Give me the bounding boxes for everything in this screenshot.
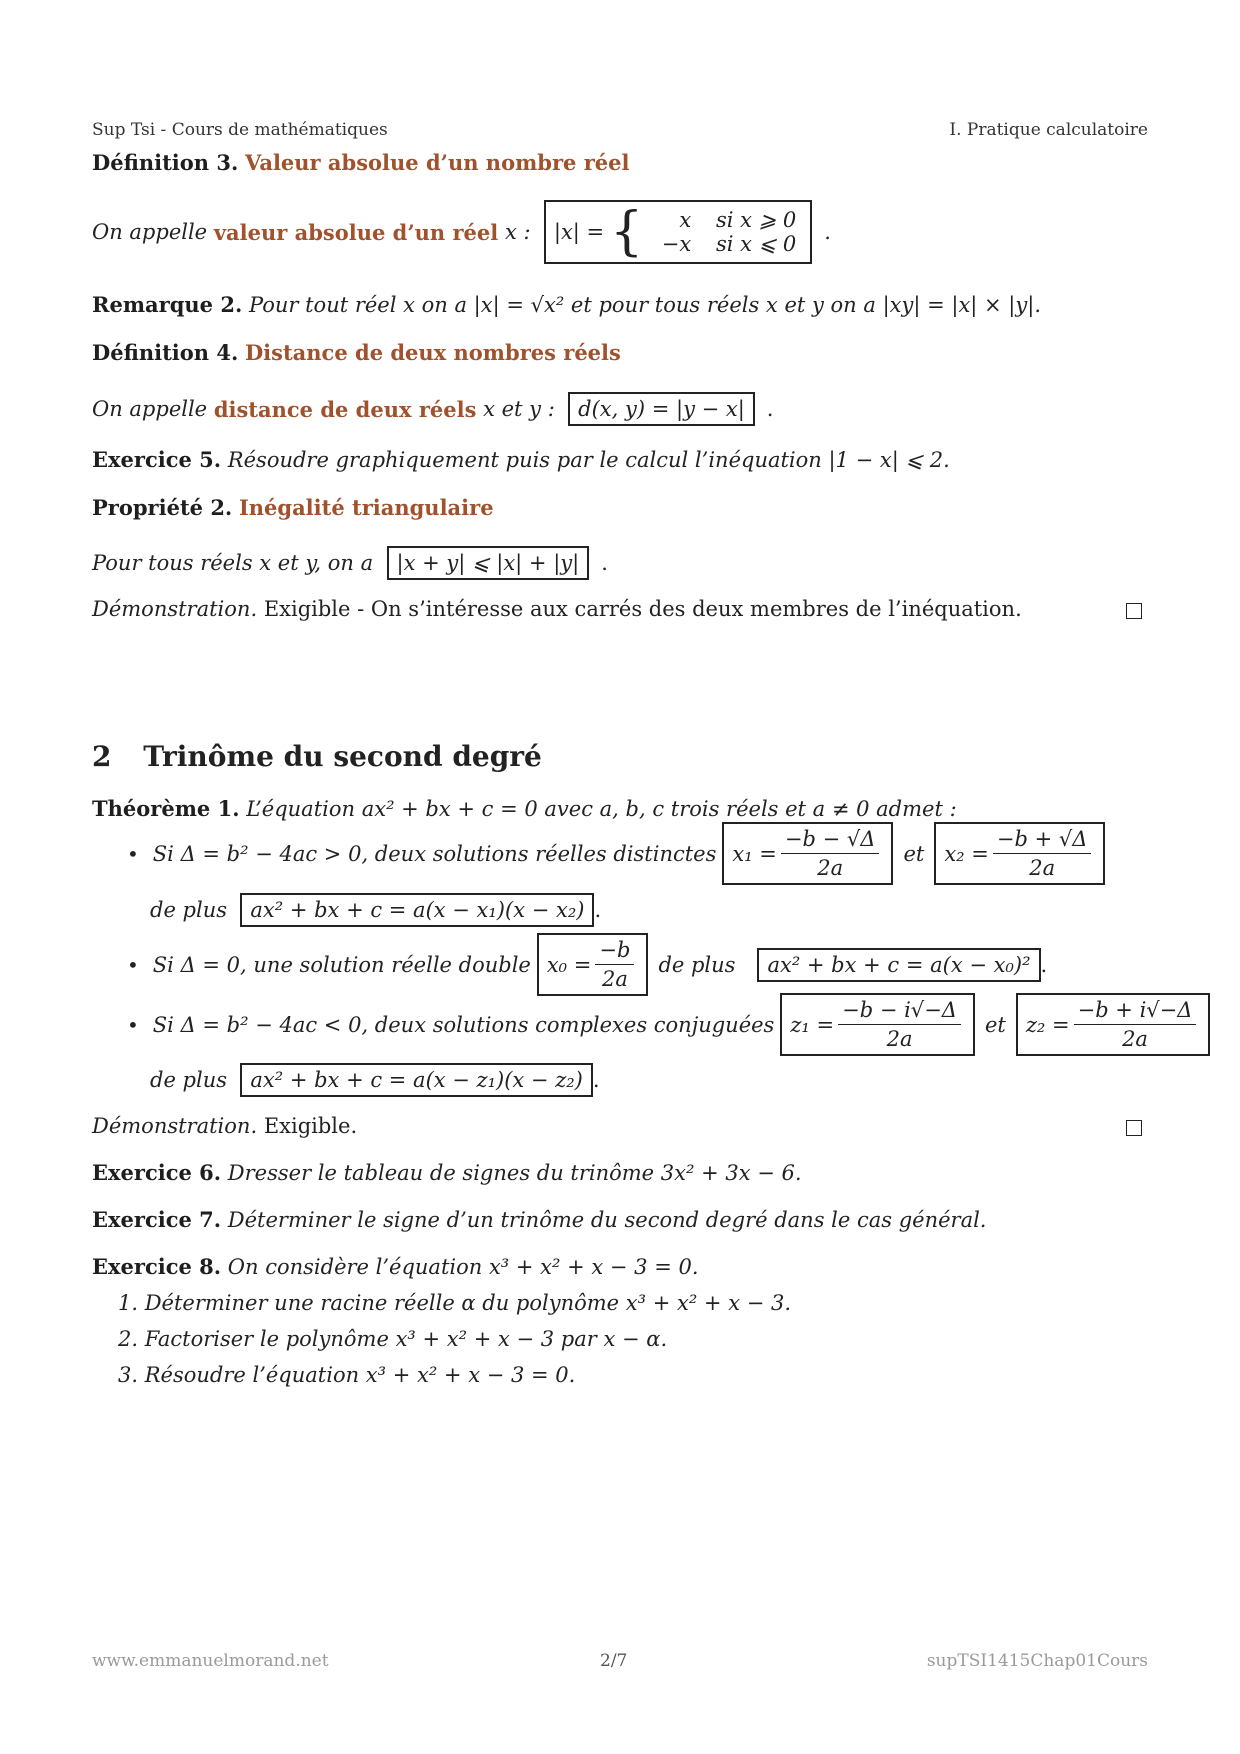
case-2-factorization-box: ax² + bx + c = a(x − x₀)² [757, 948, 1040, 982]
x2-denominator: 2a [1029, 856, 1056, 880]
property-2-lead: Pour tous réels x et y, on a [92, 551, 374, 575]
x0-numerator: −b [595, 938, 634, 965]
x1-formula-box [722, 822, 893, 885]
x0-denominator: 2a [601, 967, 628, 991]
z2-lhs: z₂ = [1025, 1012, 1070, 1037]
definition-3-var: x : [504, 220, 531, 244]
z1-formula-box [780, 993, 975, 1056]
case-1-value: x [679, 208, 692, 232]
bullet-icon: • [127, 952, 139, 977]
absolute-value-definition-box [544, 200, 812, 264]
header-left: Sup Tsi - Cours de mathématiques [92, 120, 388, 140]
theorem-case-3 [127, 993, 1210, 1056]
x1-numerator: −b − √Δ [781, 827, 880, 854]
section-number: 2 [92, 740, 112, 773]
definition-3-end: . [824, 220, 831, 244]
demonstration-1-label: Démonstration. [92, 597, 258, 621]
remark-2-label: Remarque 2. [92, 292, 243, 317]
triangle-inequality-box: |x + y| ⩽ |x| + |y| [387, 546, 590, 580]
x2-lhs: x₂ = [944, 841, 989, 866]
case-3-factorization-box: ax² + bx + c = a(x − z₁)(x − z₂) [240, 1063, 593, 1097]
z1-lhs: z₁ = [790, 1012, 835, 1037]
case-1 [649, 208, 796, 232]
exercise-8-item: 3. Résoudre l’équation x³ + x² + x − 3 = 0. [118, 1363, 576, 1387]
case-3-plus: de plus [150, 1068, 228, 1092]
x2-fraction [993, 827, 1092, 880]
exercise-7 [92, 1207, 986, 1232]
case-3-dot: . [592, 1068, 600, 1092]
definition-3-body [92, 200, 831, 264]
remark-2 [92, 292, 1041, 317]
exercise-8-item: 1. Déterminer une racine réelle α du polynôme x³ + x² + x − 3. [118, 1291, 792, 1315]
property-2-body [92, 546, 608, 580]
case-3-et: et [984, 1012, 1006, 1037]
exercise-8-label: Exercice 8. [92, 1254, 222, 1279]
x2-formula-box [934, 822, 1105, 885]
definition-3-term: valeur absolue d’un réel [213, 219, 499, 245]
case-1-condition: si x ⩾ 0 [715, 208, 797, 232]
exercise-5 [92, 447, 950, 472]
exercise-8-item: 2. Factoriser le polynôme x³ + x² + x − 3 par x − α. [118, 1327, 668, 1351]
exercise-8-text: On considère l’équation x³ + x² + x − 3 = 0. [227, 1255, 699, 1279]
qed-square-icon [1126, 1120, 1142, 1136]
footer-document-id: supTSI1415Chap01Cours [926, 1651, 1148, 1671]
demonstration-2 [92, 1114, 357, 1138]
case-2 [649, 232, 796, 256]
property-2-end: . [601, 551, 608, 575]
x1-lhs: x₁ = [732, 841, 777, 866]
exercise-5-label: Exercice 5. [92, 447, 222, 472]
left-brace: { [610, 202, 644, 262]
demonstration-1-text: Exigible - On s’intéresse aux carrés des deux membres de l’inéquation. [263, 597, 1022, 621]
z1-numerator: −b − i√−Δ [838, 998, 961, 1025]
case-2-condition: si x ⩽ 0 [715, 232, 797, 256]
x0-lhs: x₀ = [546, 952, 592, 977]
case-1-dot: . [594, 898, 602, 922]
cases-block [649, 208, 796, 256]
definition-4-heading [92, 340, 621, 365]
definition-4-label: Définition 4. [92, 340, 239, 365]
definition-4-title: Distance de deux nombres réels [244, 340, 621, 365]
exercise-6-label: Exercice 6. [92, 1160, 222, 1185]
property-2-heading [92, 495, 494, 520]
theorem-case-2 [127, 933, 1047, 996]
case-3-text: Si Δ = b² − 4ac < 0, deux solutions complexes conjuguées [152, 1012, 775, 1037]
demonstration-1 [92, 597, 1022, 621]
exercise-5-text: Résoudre graphiquement puis par le calcul l’inéquation |1 − x| ⩽ 2. [227, 448, 950, 472]
z2-numerator: −b + i√−Δ [1074, 998, 1197, 1025]
x1-fraction [781, 827, 880, 880]
case-1-plus: de plus [150, 898, 228, 922]
remark-2-text: Pour tout réel x on a |x| = √x² et pour tous réels x et y on a |xy| = |x| × |y|. [248, 293, 1041, 317]
property-2-label: Propriété 2. [92, 495, 233, 520]
theorem-case-1 [127, 822, 1105, 885]
property-2-title: Inégalité triangulaire [238, 495, 494, 520]
case-2-text: Si Δ = 0, une solution réelle double [152, 952, 531, 977]
section-2-heading [92, 740, 542, 773]
theorem-1-intro [92, 796, 957, 821]
bullet-icon: • [127, 1012, 139, 1037]
z2-denominator: 2a [1122, 1027, 1148, 1051]
case-1-et: et [903, 841, 925, 866]
case-1-factorization [150, 893, 601, 927]
definition-3-label: Définition 3. [92, 150, 239, 175]
exercise-8 [92, 1254, 699, 1279]
qed-square-icon [1126, 603, 1142, 619]
case-1-text: Si Δ = b² − 4ac > 0, deux solutions réelles distinctes [152, 841, 717, 866]
exercise-6-text: Dresser le tableau de signes du trinôme 3x² + 3x − 6. [227, 1161, 802, 1185]
x1-denominator: 2a [817, 856, 844, 880]
definition-4-body [92, 392, 773, 426]
section-title: Trinôme du second degré [143, 740, 542, 773]
exercise-6 [92, 1160, 802, 1185]
definition-4-term: distance de deux réels [213, 396, 477, 422]
definition-3-heading [92, 150, 629, 175]
absolute-value-lhs: |x| = [553, 220, 605, 244]
case-3-factorization [150, 1063, 600, 1097]
definition-4-lead: On appelle [92, 397, 208, 421]
header-right: I. Pratique calculatoire [949, 120, 1148, 140]
theorem-1-intro-text: L’équation ax² + bx + c = 0 avec a, b, c trois réels et a ≠ 0 admet : [246, 797, 957, 821]
footer-page-number: 2/7 [600, 1651, 628, 1671]
case-2-plus: de plus [658, 952, 736, 977]
case-1-factorization-box: ax² + bx + c = a(x − x₁)(x − x₂) [240, 893, 594, 927]
z2-fraction [1074, 998, 1197, 1051]
z2-formula-box [1016, 993, 1211, 1056]
exercise-7-label: Exercice 7. [92, 1207, 222, 1232]
x2-numerator: −b + √Δ [993, 827, 1092, 854]
definition-3-title: Valeur absolue d’un nombre réel [244, 150, 630, 175]
x0-formula-box [537, 933, 649, 996]
z1-fraction [838, 998, 961, 1051]
demonstration-2-text: Exigible. [263, 1114, 358, 1138]
definition-4-end: . [766, 397, 774, 421]
theorem-1-label: Théorème 1. [92, 796, 240, 821]
case-2-value: −x [661, 232, 692, 256]
definition-3-lead: On appelle [92, 220, 208, 244]
bullet-icon: • [127, 841, 139, 866]
demonstration-2-label: Démonstration. [92, 1114, 258, 1138]
distance-formula-box: d(x, y) = |y − x| [568, 392, 755, 426]
x0-fraction [595, 938, 634, 991]
case-2-dot: . [1040, 952, 1048, 977]
definition-4-vars: x et y : [483, 397, 555, 421]
footer-website: www.emmanuelmorand.net [92, 1651, 329, 1671]
z1-denominator: 2a [886, 1027, 913, 1051]
exercise-7-text: Déterminer le signe d’un trinôme du second degré dans le cas général. [227, 1208, 987, 1232]
